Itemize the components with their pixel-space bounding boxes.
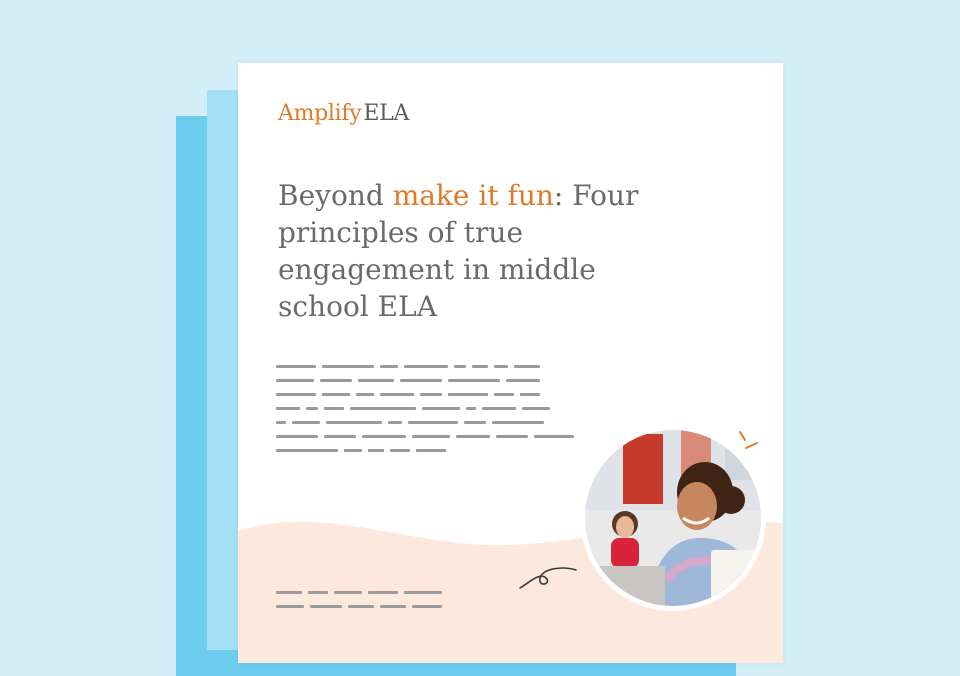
document-title [278,177,658,325]
placeholder-text-lines [276,365,596,463]
logo-brand: Amplify [278,101,362,126]
squiggle-doodle [518,562,580,592]
title-pre: Beyond [278,179,393,212]
title-highlight: make it fun [392,179,554,212]
amplify-ela-logo [278,101,409,126]
student-photo-illustration [585,430,761,606]
logo-product: ELA [363,101,410,126]
student-photo [580,425,766,611]
title-post: : Four principles of true engagement in middle school ELA [278,179,639,323]
spark-doodle [736,428,762,454]
